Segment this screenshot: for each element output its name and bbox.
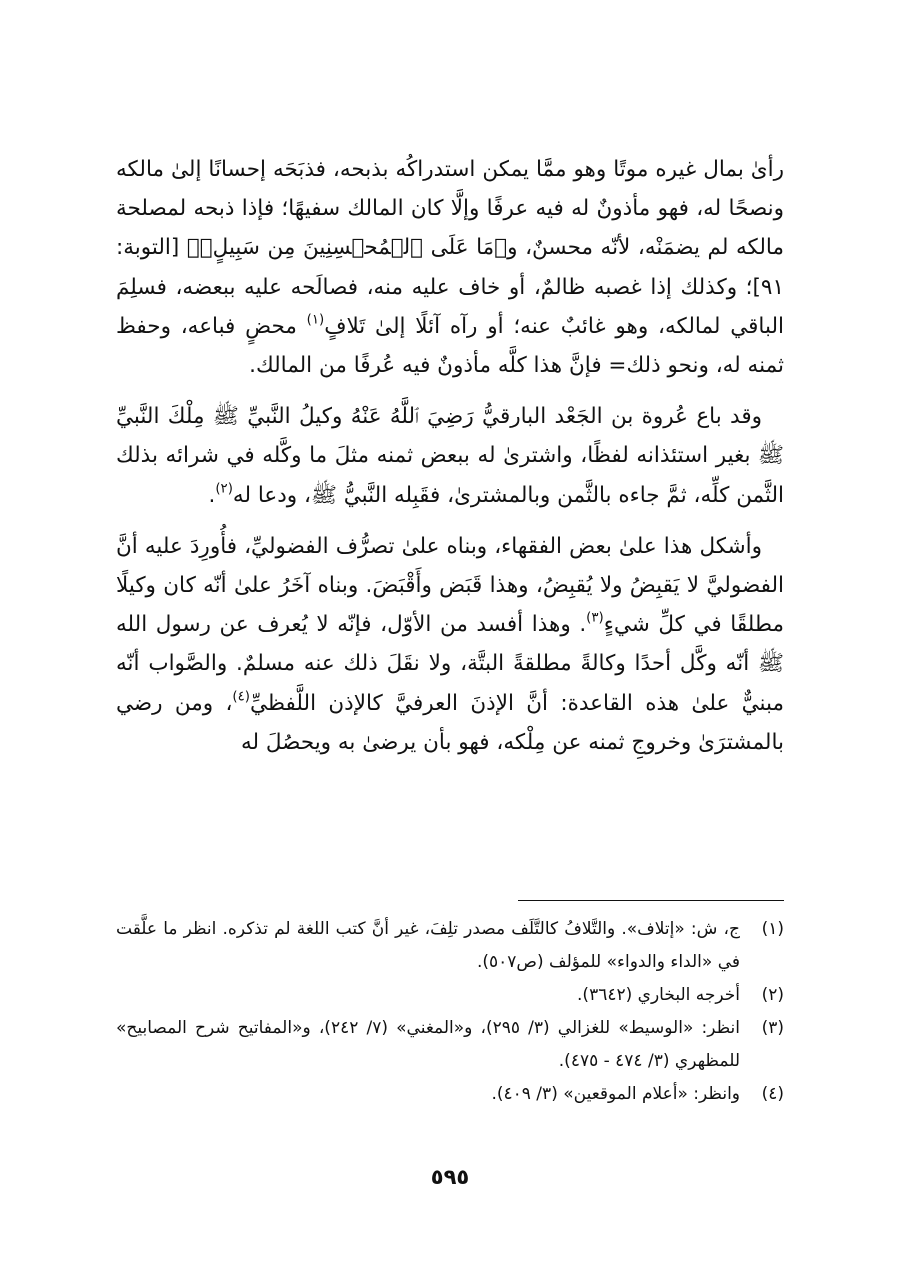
footnote-text: وانظر: «أعلام الموقعين» (٣/ ٤٠٩). bbox=[491, 1084, 740, 1104]
footnote-number: (٢) bbox=[761, 985, 784, 1005]
main-text bbox=[116, 150, 784, 762]
footnote-ref-2: (٢) bbox=[215, 481, 233, 497]
paragraph-text: محضٍ فباعه، وحفظ ثمنه له، ونحو ذلك= فإنَّ هذا كلَّه مأذونٌ فيه عُرفًا من المالك. bbox=[116, 313, 784, 379]
footnote-text: انظر: «الوسيط» للغزالي (٣/ ٢٩٥)، و«المغني» (٧/ ٢٤٢)، و«المفاتيح شرح المصابيح» للمظهري (٣/ ٤٧٤ - ٤٧٥). bbox=[116, 1018, 740, 1071]
footnote-ref-4: (٤) bbox=[232, 689, 250, 705]
footnote-number: (٤) bbox=[761, 1084, 784, 1104]
footnote-1 bbox=[116, 913, 784, 979]
footnote-ref-3: (٣) bbox=[586, 610, 604, 626]
footnote-2 bbox=[116, 979, 784, 1012]
footnote-ref-1: (١) bbox=[306, 312, 325, 328]
paragraph-3 bbox=[116, 527, 784, 762]
footnote-separator bbox=[518, 900, 784, 901]
paragraph-text: وأشكل هذا علىٰ بعض الفقهاء، وبناه علىٰ تصرُّف الفضوليِّ، فأُورِدَ عليه أنَّ الفضوليَّ لا يَقبِضُ ولا يُقبِضُ، وهذا قَبَض وأَقْبَضَ. وبناه آخَرُ علىٰ أنّه كان وكيلًا مطلقًا في كلِّ شيءٍ bbox=[116, 533, 785, 638]
footnote-number: (٣) bbox=[761, 1018, 784, 1038]
footnote-4 bbox=[116, 1078, 784, 1111]
footnote-text: أخرجه البخاري (٣٦٤٢). bbox=[577, 985, 740, 1005]
paragraph-2 bbox=[116, 397, 784, 515]
footnote-3 bbox=[116, 1012, 784, 1078]
paragraph-text: ، ومن رضي بالمشترَىٰ وخروجِ ثمنه عن مِلْكه، فهو بأن يرضىٰ به ويحصُلَ له bbox=[116, 690, 784, 755]
paragraph-text: وقد باع عُروة بن الجَعْد البارقيُّ رَضِيَ ٱللَّهُ عَنْهُ وكيلُ النَّبيِّ ﷺ مِلْكَ النَّبيِّ ﷺ بغير استئذانه لفظًا، واشترىٰ له ببعض ثمنه مثلَ ما وكَّله في شرائه بذلك الثَّمن كلِّه، ثمَّ جاءه بالثَّمن وبالمشترىٰ، فقَبِله النَّبيُّ ﷺ، ودعا له bbox=[116, 404, 784, 508]
footnotes bbox=[116, 913, 784, 1111]
footnote-text: ج، ش: «إتلاف». والتَّلافُ كالتَّلَف مصدر تلِفَ، غير أنَّ كتب اللغة لم تذكره. انظر ما علَّقت في «الداء والدواء» للمؤلف (ص٥٠٧). bbox=[116, 919, 740, 972]
paragraph-text: رأىٰ بمال غيره موتًا وهو ممَّا يمكن استدراكُه بذبحه، فذبَحَه إحسانًا إلىٰ مالكه ونصحًا له، فهو مأذونٌ له فيه عرفًا وإلَّا كان المالك سفيهًا؛ فإذا ذبحه لمصلحة مالكه لم يضمَنْه، لأنّه محسنٌ، و﴿مَا عَلَى ٱلۡمُحۡسِنِينَ مِن سَبِيلٍۚ﴾ [التوبة: ٩١]؛ وكذلك إذا غصبه ظالمٌ، أو خاف عليه منه، فصالَحه عليه ببعضه، فسلِمَ الباقي لمالكه، وهو غائبٌ عنه؛ أو رآه آئلًا إلىٰ تَلافٍ bbox=[116, 157, 784, 339]
paragraph-1 bbox=[116, 150, 784, 385]
paragraph-text: . وهذا أفسد من الأوّل، فإنّه لا يُعرف عن رسول الله ﷺ أنّه وكَّل أحدًا وكالةً مطلقةً البتَّة، ولا نقَلَ ذلك عنه مسلمٌ. والصَّواب أنّه مبنيٌّ علىٰ هذه القاعدة: أنَّ الإذنَ العرفيَّ كالإذن اللَّفظيِّ bbox=[116, 612, 784, 716]
page-number: ٥٩٥ bbox=[430, 1165, 470, 1189]
paragraph-text: . bbox=[208, 482, 216, 508]
footnote-number: (١) bbox=[761, 919, 784, 939]
book-page bbox=[116, 150, 784, 1230]
